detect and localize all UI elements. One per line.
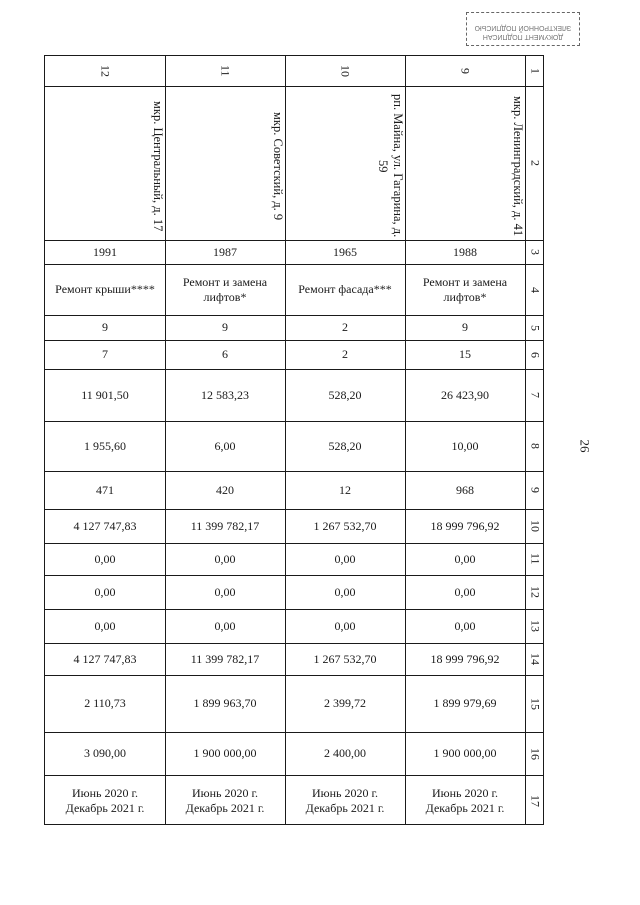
cell-14: 11 399 782,17	[190, 651, 260, 666]
house-address: мкр. Советский, д. 9	[271, 111, 285, 221]
period-end: Декабрь 2021 г.	[65, 800, 145, 815]
page-number: 26	[577, 439, 593, 453]
row-number-4: 4	[528, 286, 543, 293]
cell-9: 968	[456, 482, 474, 497]
row-number-11: 11	[528, 553, 543, 565]
cell-9: 420	[216, 482, 234, 497]
stamp-text: ДОКУМЕНТ ПОДПИСАН ЭЛЕКТРОННОЙ ПОДПИСЬЮ	[474, 24, 572, 40]
cell-8: 1 955,60	[84, 438, 126, 453]
row-number-9: 9	[528, 487, 543, 493]
row-number-3: 3	[528, 249, 543, 255]
work-period	[45, 775, 165, 826]
cell-14: 18 999 796,92	[430, 651, 500, 666]
work-period	[405, 775, 525, 826]
construction-year: 1965	[333, 244, 357, 259]
cell-16: 1 900 000,00	[193, 746, 257, 760]
cell-7: 26 423,90	[441, 387, 489, 402]
row-number-17: 17	[528, 794, 543, 807]
house-address: мкр. Центральный, д. 17	[151, 100, 165, 232]
cell-8: 6,00	[214, 438, 236, 453]
row-number-6: 6	[528, 351, 543, 358]
cell-13: 0,00	[214, 618, 236, 633]
item-number: 9	[458, 68, 473, 74]
cell-12: 0,00	[94, 584, 116, 599]
signature-stamp	[466, 12, 580, 46]
row-number-7: 7	[528, 392, 543, 398]
cell-10: 18 999 796,92	[430, 518, 500, 533]
cell-16: 2 400,00	[324, 746, 366, 760]
period-start: Июнь 2020 г.	[71, 785, 139, 800]
cell-15: 2 399,72	[324, 696, 366, 710]
cell-10: 11 399 782,17	[190, 518, 260, 533]
cell-15: 2 110,73	[84, 696, 126, 710]
row-number-13: 13	[528, 620, 543, 632]
work-type: Ремонт фасада***	[298, 282, 392, 296]
row-number-12: 12	[528, 586, 543, 598]
cell-9: 471	[96, 482, 114, 497]
cell-8: 528,20	[328, 438, 362, 453]
cell-6: 2	[342, 347, 348, 361]
cell-10: 4 127 747,83	[73, 518, 137, 533]
row-number-15: 15	[528, 697, 543, 710]
work-period	[285, 775, 405, 826]
cell-15: 1 899 979,69	[433, 696, 497, 710]
period-start: Июнь 2020 г.	[431, 785, 499, 800]
row-number-5: 5	[528, 324, 543, 331]
item-number: 11	[218, 65, 233, 77]
cell-12: 0,00	[214, 584, 236, 599]
work-period	[165, 775, 285, 826]
cell-15: 1 899 963,70	[193, 696, 257, 710]
period-start: Июнь 2020 г.	[311, 785, 379, 800]
cell-12: 0,00	[454, 584, 476, 599]
cell-14: 4 127 747,83	[73, 651, 137, 666]
cell-13: 0,00	[454, 618, 476, 633]
cell-14: 1 267 532,70	[313, 651, 377, 666]
register-table	[44, 55, 544, 825]
cell-7: 11 901,50	[81, 387, 129, 402]
row-number-10: 10	[528, 520, 543, 532]
cell-9: 12	[339, 482, 351, 497]
cell-11: 0,00	[454, 551, 476, 566]
cell-7: 528,20	[328, 387, 362, 402]
cell-13: 0,00	[334, 618, 356, 633]
cell-16: 1 900 000,00	[433, 746, 497, 760]
cell-5: 9	[462, 320, 468, 334]
item-number: 12	[98, 65, 113, 77]
row-number-8: 8	[528, 443, 543, 449]
item-number: 10	[338, 65, 353, 77]
period-end: Декабрь 2021 г.	[425, 800, 505, 815]
construction-year: 1988	[453, 244, 477, 259]
cell-11: 0,00	[214, 551, 236, 566]
cell-11: 0,00	[334, 551, 356, 566]
cell-7: 12 583,23	[201, 387, 249, 402]
work-type: Ремонт крыши****	[55, 282, 155, 296]
cell-13: 0,00	[94, 618, 116, 633]
cell-5: 9	[102, 320, 108, 334]
cell-6: 6	[222, 347, 228, 361]
period-end: Декабрь 2021 г.	[305, 800, 385, 815]
row-number-16: 16	[528, 747, 543, 760]
construction-year: 1991	[93, 244, 117, 259]
cell-6: 15	[459, 347, 471, 361]
construction-year: 1987	[213, 244, 237, 259]
house-address: мкр. Ленинградский, д. 41	[511, 95, 525, 237]
cell-5: 2	[342, 320, 348, 334]
cell-12: 0,00	[334, 584, 356, 599]
house-address: рп. Майна, ул. Гагарина, д. 59	[376, 94, 405, 238]
work-type: Ремонт и замена лифтов*	[422, 274, 508, 304]
period-start: Июнь 2020 г.	[191, 785, 259, 800]
cell-11: 0,00	[94, 551, 116, 566]
row-number-2: 2	[528, 160, 543, 166]
row-number-14: 14	[528, 653, 543, 665]
cell-5: 9	[222, 320, 228, 334]
cell-8: 10,00	[451, 438, 479, 453]
cell-10: 1 267 532,70	[313, 518, 377, 533]
cell-6: 7	[102, 347, 108, 361]
work-type: Ремонт и замена лифтов*	[182, 274, 268, 304]
period-end: Декабрь 2021 г.	[185, 800, 265, 815]
cell-16: 3 090,00	[84, 746, 126, 760]
row-number-1: 1	[528, 68, 543, 74]
